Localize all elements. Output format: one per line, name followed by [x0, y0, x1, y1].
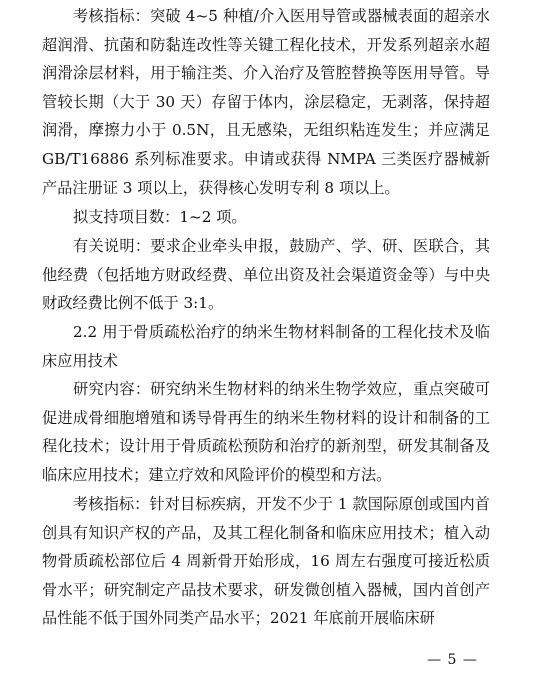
- page-number-text: — 5 —: [427, 652, 478, 668]
- page-number: [0, 652, 533, 668]
- section-heading-2-2: 2.2 用于骨质疏松治疗的纳米生物材料制备的工程化技术及临床应用技术: [42, 323, 490, 370]
- related-notes-paragraph: 有关说明：要求企业牵头申报，鼓励产、学、研、医联合，其他经费（包括地方财政经费、单位出资及社会渠道资金等）与中央财政经费比例不低于 3:1。: [42, 237, 490, 313]
- assessment-indicators-paragraph-2: 考核指标：针对目标疾病，开发不少于 1 款国际原创或国内首创具有知识产权的产品，及其工程化制备和临床应用技术；植入动物骨质疏松部位后 4 周新骨开始形成，16 周左右强度可接近松质骨水平；研究制定产品技术要求，研发微创植入器械，国内首创产品性能不低于国外同类产品水平；2021 年底前开展临床研: [42, 495, 490, 628]
- research-content-paragraph: 研究内容：研究纳米生物材料的纳米生物学效应，重点突破可促进成骨细胞增殖和诱导骨再生的纳米生物材料的设计和制备的工程化技术；设计用于骨质疏松预防和治疗的新剂型，研发其制备及临床应用技术；建立疗效和风险评价的模型和方法。: [42, 380, 490, 484]
- assessment-indicators-paragraph-1: 考核指标：突破 4~5 种植/介入医用导管或器械表面的超亲水超润滑、抗菌和防黏连改性等关键工程化技术，开发系列超亲水超润滑涂层材料，用于输注类、介入治疗及管腔替换等医用导管。导管较长期（大于 30 天）存留于体内，涂层稳定，无剥落，保持超润滑，摩擦力小于 0.5N，且无感染，无组织粘连发生；并应满足 GB/T16886 系列标准要求。申请或获得 NMPA 三类医疗器械新产品注册证 3 项以上，获得核心发明专利 8 项以上。: [42, 7, 490, 197]
- supported-projects-paragraph: 拟支持项目数：1~2 项。: [73, 208, 247, 226]
